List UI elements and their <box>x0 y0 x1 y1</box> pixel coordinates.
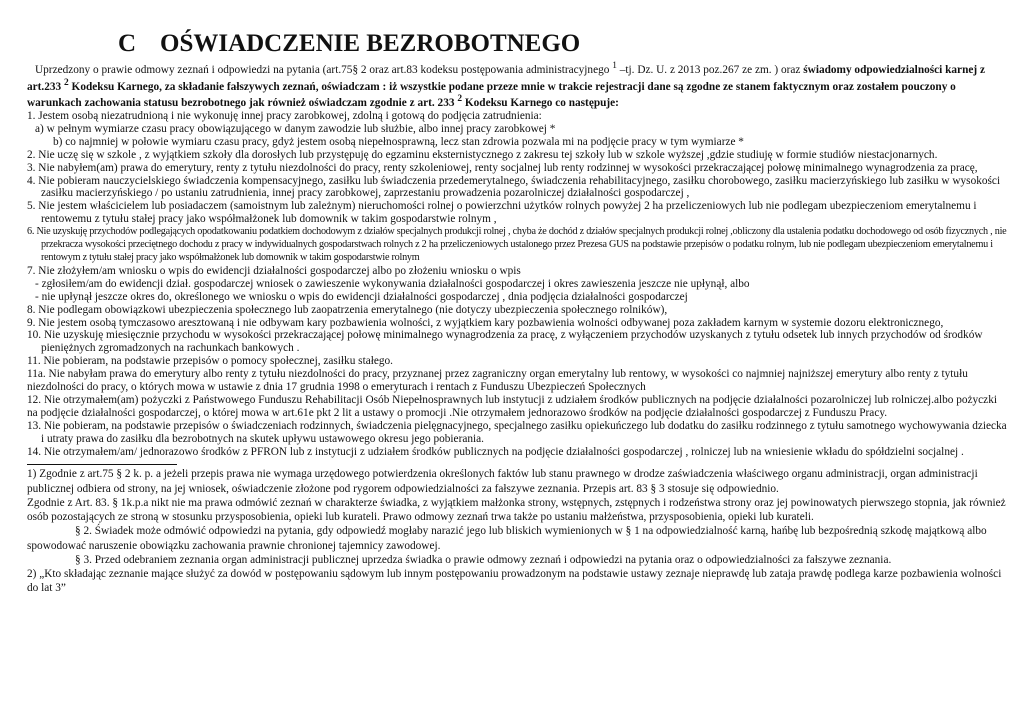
footnote-ref-3: 2 <box>457 94 463 105</box>
item-3: 3. Nie nabyłem(am) prawa do emerytury, renty z tytułu niezdolności do pracy, renty szkoleniowej, renty socjalnej lub renty rodzinnej w wysokości przekraczającej połowę minimalnego wynagrodzenia za pracę, <box>27 161 978 174</box>
footnote-2: 2) „Kto składając zeznanie mające służyć za dowód w postępowaniu sądowym lub innym postępowaniu prowadzonym na podstawie ustawy zeznaje nieprawdę lub zataja prawdę podlega karze pozbawienia wolności do lat 3” <box>27 567 1002 595</box>
item-9: 9. Nie jestem osobą tymczasowo aresztowaną i nie odbywam kary pozbawienia wolności, z wyjątkiem kary pozbawienia wolności odbywanej poza zakładem karnym w systemie dozoru elektronicznego, <box>27 316 944 329</box>
intro-text-2: –tj. Dz. U. z 2013 poz.267 ze zm. ) oraz <box>616 63 804 76</box>
item-10: 10. Nie uzyskuję miesięcznie przychodu w wysokości przekraczającej połowę minimalnego wynagrodzenia za pracę, z wyłączeniem przychodów uzyskanych z tytułu odsetek lub innych przychodów od środków pieniężnych zgromadzonych na rachunkach bankowych . <box>27 329 983 355</box>
intro-bold-3: Kodeksu Karnego co następuje: <box>462 97 619 110</box>
intro-paragraph <box>27 60 1007 110</box>
item-11a: 11a. Nie nabyłam prawa do emerytury albo renty z tytułu niezdolności do pracy, przyznanej przez zagraniczny organ emerytalny lub rentowy, w wysokości co najmniej najniższej emerytury albo renty z tytułu niezdolności do pracy, o których mowa w ustawie z dnia 17 grudnia 1998 o emeryturach i rentach z Funduszu Ubezpieczeń Społecznych <box>27 368 968 394</box>
footnote-separator <box>27 464 177 465</box>
form-letter: C <box>118 30 137 57</box>
footnote-1-par2: § 2. Świadek może odmówić odpowiedzi na pytania, gdy odpowiedź mogłaby narazić jego lub bliskich wymienionych w § 1 na odpowiedzialność karną, hańbę lub bezpośrednią szkodę majątkową albo spowodować naruszenie obowiązku zachowania prawnie chronionej tajemnicy zawodowej. <box>27 525 987 552</box>
item-5: 5. Nie jestem właścicielem lub posiadaczem (samoistnym lub zależnym) nieruchomości rolnej o powierzchni użytków rolnych powyżej 2 ha przeliczeniowych lub nie podlegam ubezpieczeniom emerytalnemu i rentowemu z tytułu stałej pracy jako współmałżonek lub domownik w takim gospodarstwie rolnym , <box>27 200 977 226</box>
item-13: 13. Nie pobieram, na podstawie przepisów o świadczeniach rodzinnych, świadczenia pielęgnacyjnego, specjalnego zasiłku opiekuńczego lub dodatku do zasiłku rodzinnego z tytułu samotnego wychowywania dziecka i utraty prawa do zasiłku dla bezrobotnych na skutek upływu ustawowego okresu jego pobierania. <box>27 419 1007 445</box>
footnote-ref-1: 1 <box>612 61 617 71</box>
intro-bold-2: Kodeksu Karnego, za składanie fałszywych zeznań, oświadczam : iż wszystkie podane przeze mnie w trakcie rejestracji dane są zgodne ze stanem faktycznym oraz zostałem pouczony o warunkach zachowania statusu bezrobotnego jak również oświadczam zgodnie z art. 233 <box>27 80 956 110</box>
footnote-1-art83: Zgodnie z Art. 83. § 1k.p.a nikt nie ma prawa odmówić zeznań w charakterze świadka, z wyjątkiem małżonka strony, wstępnych, zstępnych i rodzeństwa strony oraz jej powinowatych pierwszego stopnia, jak również osób pozostających ze stroną w stosunku przysposobienia, opieki lub kurateli. Prawo odmowy zeznań trwa także po ustaniu małżeństwa, przysposobienia, opieki lub kurateli. <box>27 496 1006 524</box>
item-1: 1. Jestem osobą niezatrudnioną i nie wykonuję innej pracy zarobkowej, zdolną i gotową do podjęcia zatrudnienia: <box>27 110 542 123</box>
item-11: 11. Nie pobieram, na podstawie przepisów o pomocy społecznej, zasiłku stałego. <box>27 355 394 368</box>
document-title <box>118 30 580 58</box>
item-1a: a) w pełnym wymiarze czasu pracy obowiązującego w danym zawodzie lub służbie, albo innej pracy zarobkowej * <box>35 122 556 135</box>
title-text: OŚWIADCZENIE BEZROBOTNEGO <box>160 30 581 57</box>
item-14: 14. Nie otrzymałem/am/ jednorazowo środków z PFRON lub z instytucji z udziałem środków publicznych na podjęcie działalności gospodarczej , rolniczej lub na wniesienie wkładu do spółdzielni socjalnej . <box>27 445 964 458</box>
item-7a: - zgłosiłem/am do ewidencji dział. gospodarczej wniosek o zawieszenie wykonywania działalności gospodarczej i okres zawieszenia jeszcze nie upłynął, albo <box>35 277 750 290</box>
statement-body <box>27 60 1007 595</box>
item-12: 12. Nie otrzymałem(am) pożyczki z Państwowego Funduszu Rehabilitacji Osób Niepełnosprawnych lub instytucji z udziałem środków publicznych na podjęcie działalności pozarolniczej lub rolniczej.albo pożyczki na podjęcie działalności gospodarczej, o której mowa w art.61e pkt 2 lit a ustawy o promocji .Nie otrzymałem jednorazowo środków na podjęcie działalności gospodarczej z Funduszu Pracy. <box>27 393 997 419</box>
item-7: 7. Nie złożyłem/am wniosku o wpis do ewidencji działalności gospodarczej albo po złożeniu wniosku o wpis <box>27 264 521 277</box>
footnote-ref-2: 2 <box>64 77 69 88</box>
intro-bold-1: świadomy odpowiedzialności karnej z art.233 <box>27 63 985 93</box>
item-4: 4. Nie pobieram nauczycielskiego świadczenia kompensacyjnego, zasiłku lub świadczenia przedemerytalnego, świadczenia rehabilitacyjnego, zasiłku chorobowego, zasiłku macierzyńskiego lub zasiłku w wysokości zasiłku macierzyńskiego / po ustaniu zatrudnienia, innej pracy zarobkowej, zaprzestaniu prowadzenia pozarolniczej działalności gospodarczej , <box>27 174 1001 200</box>
item-1b: b) co najmniej w połowie wymiaru czasu pracy, gdyż jestem osobą niepełnosprawną, lecz stan zdrowia pozwala mi na podjęcie pracy w tym wymiarze * <box>53 135 744 148</box>
item-2: 2. Nie uczę się w szkole , z wyjątkiem szkoły dla dorosłych lub przystępuję do egzaminu eksternistycznego z zakresu tej szkoły lub w szkole wyższej ,gdzie studiuję w formie studiów niestacjonarnych. <box>27 148 938 161</box>
footnote-1: 1) Zgodnie z art.75 § 2 k. p. a jeżeli przepis prawa nie wymaga urzędowego potwierdzenia określonych faktów lub stanu prawnego w drodze zaświadczenia właściwego organu administracji, organ administracji publicznej odbiera od strony, na jej wniosek, oświadczenie złożone pod rygorem odpowiedzialności za fałszywe zeznania. Przepis art. 83 § 3 stosuje się odpowiednio. <box>27 468 978 495</box>
item-8: 8. Nie podlegam obowiązkowi ubezpieczenia społecznego lub zaopatrzenia emerytalnego (nie dotyczy ubezpieczenia społecznego rolników), <box>27 303 668 316</box>
footnote-1-par3: § 3. Przed odebraniem zeznania organ administracji publicznej uprzedza świadka o prawie odmowy zeznań i odpowiedzi na pytania oraz o odpowiedzialności za fałszywe zeznania. <box>75 553 892 566</box>
item-6: 6. Nie uzyskuję przychodów podlegających opodatkowaniu podatkiem dochodowym z działów specjalnych produkcji rolnej , chyba że dochód z działów specjalnych produkcji rolnej ,obliczony dla ustalenia podatku dochodowego od osób fizycznych , nie przekracza wysokości przeciętnego dochodu z pracy w indywidualnych gospodarstwach rolnych z 2 ha przeliczeniowych ustalonego przez Prezesa GUS na podstawie przepisów o podatku rolnym, lub nie podlegam ubezpieczeniom emerytalnemu i rentowym z tytułu stałej pracy jako współmałżonek lub domownik w takim gospodarstwie rolnym <box>27 226 1007 263</box>
item-7b: - nie upłynął jeszcze okres do, określonego we wniosku o wpis do ewidencji działalności gospodarczej , dnia podjęcia działalności gospodarczej <box>35 290 688 303</box>
intro-text-1: Uprzedzony o prawie odmowy zeznań i odpowiedzi na pytania (art.75§ 2 oraz art.83 kodeksu postępowania administracyjnego <box>35 63 613 76</box>
footnotes <box>27 467 1007 595</box>
